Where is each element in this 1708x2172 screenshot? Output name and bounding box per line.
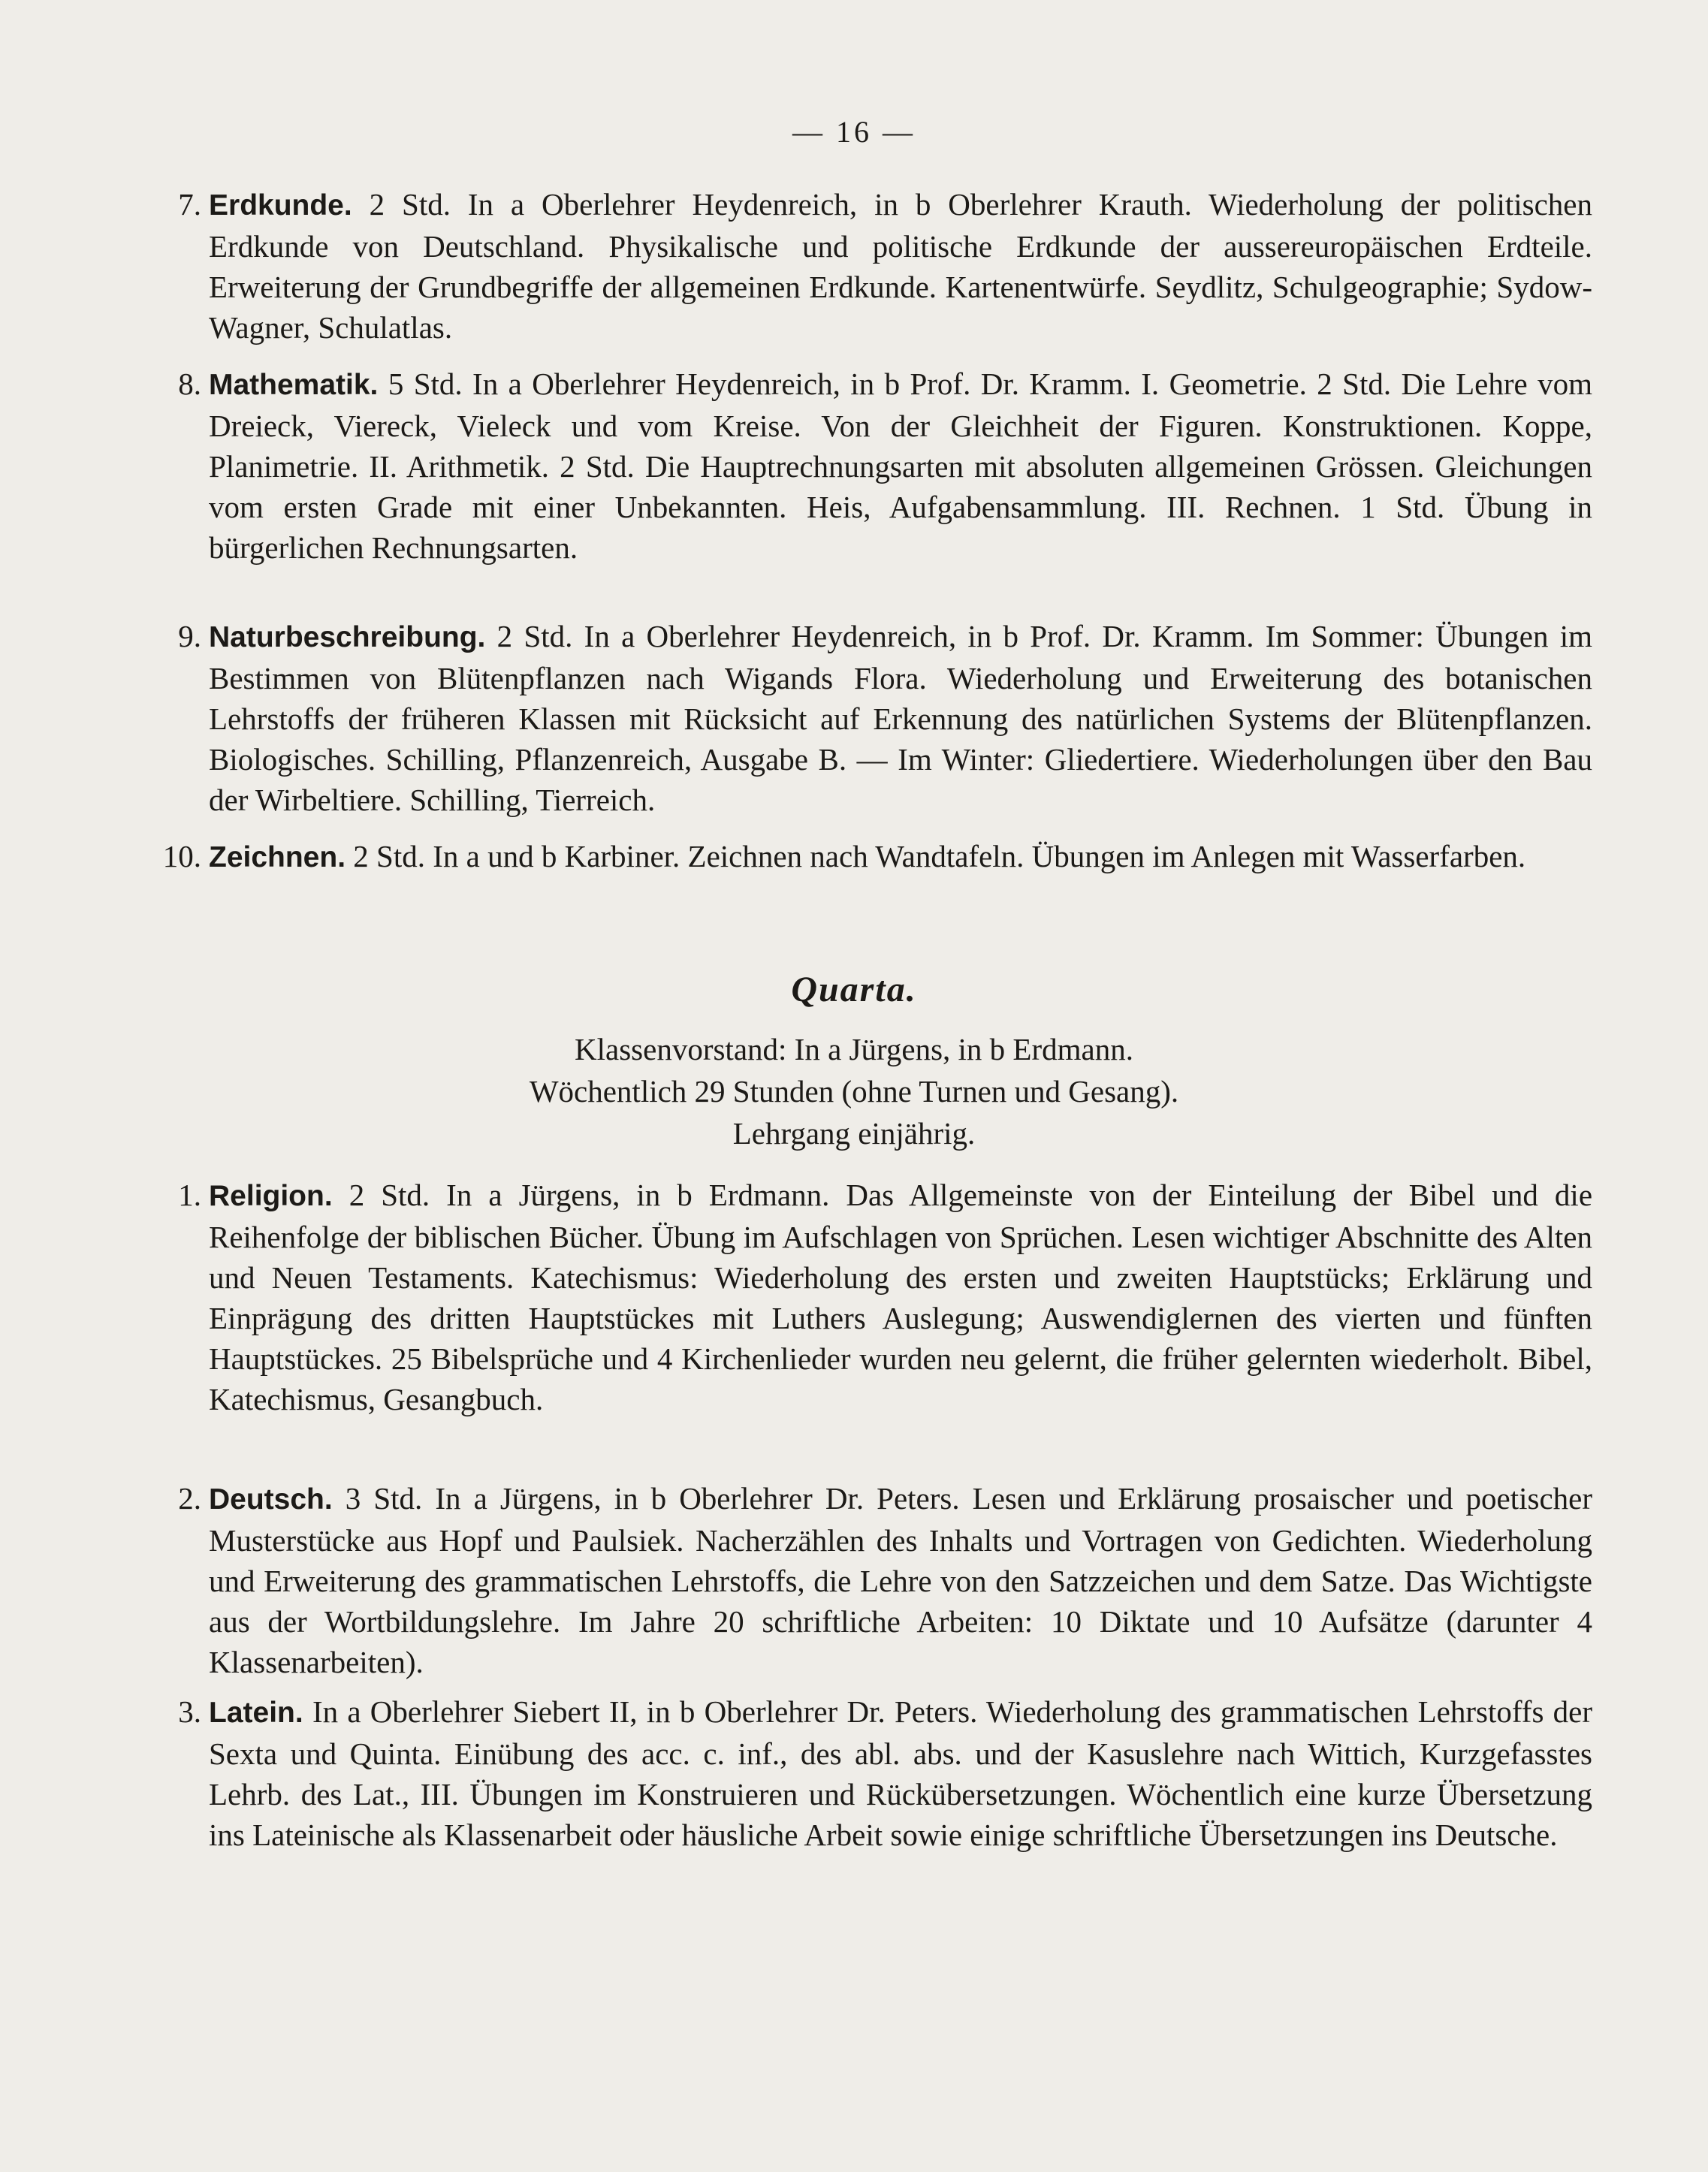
item-text: In a Oberlehrer Siebert II, in b Oberlehrer Dr. Peters. Wiederholung des grammatischen Lehrstoffs der Sexta und Quinta. Einübung des acc. c. inf., des abl. abs. und der Kasuslehre nach Wittich, Kurzgefasstes Lehrb. des Lat., III. Übungen im Konstruieren und Rückübersetzungen. Wöchentlich eine kurze Übersetzung ins Lateinische als Klassenarbeit oder häusliche Arbeit sowie einige schriftliche Übersetzungen ins Deutsche. <box>209 1694 1592 1852</box>
wochenstunden: Wöchentlich 29 Stunden (ohne Turnen und Gesang). <box>529 1074 1179 1109</box>
subject-deutsch <box>178 1478 1593 1682</box>
item-title: Erdkunde. <box>209 189 352 222</box>
subject-zeichnen <box>162 836 1592 878</box>
subject-erdkunde <box>178 184 1592 348</box>
item-number: 3. <box>178 1694 201 1729</box>
klassenvorstand: Klassenvorstand: In a Jürgens, in b Erdmann. <box>575 1032 1133 1066</box>
item-title: Mathematik. <box>209 369 379 401</box>
item-text: 2 Std. In a Jürgens, in b Erdmann. Das Allgemeinste von der Einteilung der Bibel und die Reihenfolge der biblischen Bücher. Übung im Aufschlagen von Sprüchen. Lesen wichtiger Abschnitte des Alten und Neuen Testaments. Katechismus: Wiederholung des ersten und zweiten Hauptstücks; Erklärung und Einprägung des dritten Hauptstückes mit Luthers Auslegung; Auswendiglernen des vierten und fünften Hauptstückes. 25 Bibelsprüche und 4 Kirchenlieder wurden neu gelernt, die früher gelernten wiederholt. Bibel, Katechismus, Gesangbuch. <box>209 1178 1593 1416</box>
class-heading: Quarta. <box>791 970 917 1009</box>
item-number: 9. <box>178 619 201 653</box>
item-text: 5 Std. In a Oberlehrer Heydenreich, in b Prof. Dr. Kramm. I. Geometrie. 2 Std. Die Lehre vom Dreieck, Viereck, Vieleck und vom Kreise. Von der Gleichheit der Figuren. Konstruktionen. Koppe, Planimetrie. II. Arithmetik. 2 Std. Die Hauptrechnungsarten mit absoluten allgemeinen Grössen. Gleichungen vom ersten Grade mit einer Unbekannten. Heis, Aufgabensammlung. III. Rechnen. 1 Std. Übung in bürgerlichen Rechnungsarten. <box>209 367 1593 565</box>
item-title: Naturbeschreibung. <box>209 621 486 653</box>
item-number: 7. <box>178 187 201 222</box>
subject-mathematik <box>178 364 1593 568</box>
item-title: Zeichnen. <box>209 841 346 873</box>
item-text: 2 Std. In a und b Karbiner. Zeichnen nach Wandtafeln. Übungen im Anlegen mit Wasserfarben. <box>353 839 1526 873</box>
item-number: 2. <box>178 1481 201 1516</box>
subject-latein <box>178 1691 1592 1855</box>
item-text: 2 Std. In a Oberlehrer Heydenreich, in b Prof. Dr. Kramm. Im Sommer: Übungen im Bestimmen von Blütenpflanzen nach Wigands Flora. Wiederholung und Erweiterung des botanischen Lehrstoffs der früheren Klassen mit Rücksicht auf Erkennung des natürlichen Systems der Blütenpflanzen. Biologisches. Schilling, Pflanzenreich, Ausgabe B. — Im Winter: Gliedertiere. Wiederholungen über den Bau der Wirbeltiere. Schilling, Tierreich. <box>209 619 1593 817</box>
item-number: 10. <box>162 839 201 873</box>
subject-religion <box>178 1175 1593 1419</box>
item-title: Religion. <box>209 1180 333 1212</box>
item-number: 8. <box>178 367 201 401</box>
item-number: 1. <box>178 1178 201 1212</box>
subject-naturbeschreibung <box>178 616 1593 820</box>
item-text: 3 Std. In a Jürgens, in b Oberlehrer Dr. Peters. Lesen und Erklärung prosaischer und poetischer Musterstücke aus Hopf und Paulsiek. Nacherzählen des Inhalts und Vortragen von Gedichten. Wiederholung und Erweiterung des grammatischen Lehrstoffs, die Lehre von den Satzzeichen und dem Satze. Das Wichtigste aus der Wortbildungslehre. Im Jahre 20 schriftliche Arbeiten: 10 Diktate und 10 Aufsätze (darunter 4 Klassenarbeiten). <box>209 1481 1593 1679</box>
item-title: Deutsch. <box>209 1483 333 1516</box>
item-title: Latein. <box>209 1697 303 1729</box>
page-number: — 16 — <box>792 115 916 149</box>
item-text: 2 Std. In a Oberlehrer Heydenreich, in b Oberlehrer Krauth. Wiederholung der politischen Erdkunde von Deutschland. Physikalische und politische Erdkunde der aussereuropäischen Erdteile. Erweiterung der Grundbegriffe der allgemeinen Erdkunde. Kartenentwürfe. Seydlitz, Schulgeographie; Sydow-Wagner, Schulatlas. <box>209 187 1592 345</box>
lehrgang: Lehrgang einjährig. <box>732 1116 976 1151</box>
